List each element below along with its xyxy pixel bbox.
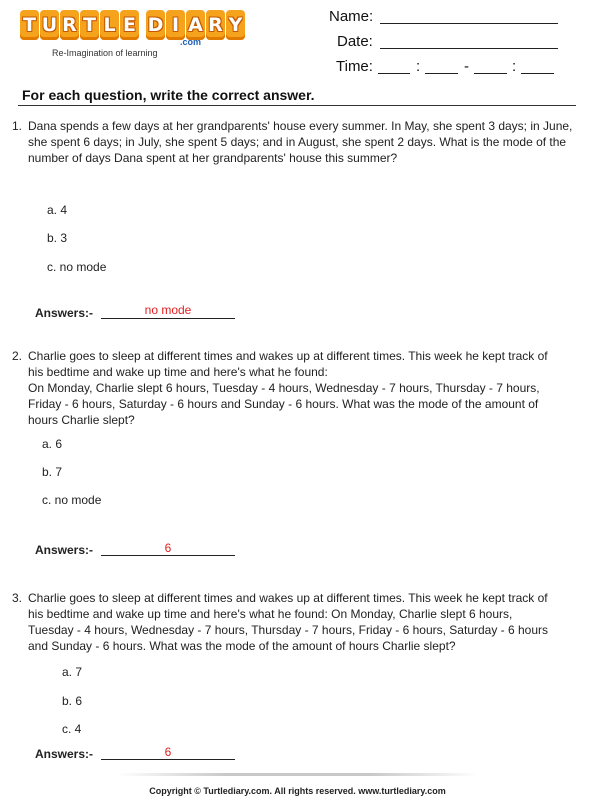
option-b: b. 3 (47, 231, 68, 245)
option-b: b. 6 (62, 694, 83, 708)
logo-letter: T (80, 10, 99, 40)
question-line: Charlie goes to sleep at different times and wakes up at different times. This week he kept track of (28, 591, 548, 605)
answer-field[interactable] (101, 318, 235, 319)
logo-letter: A (186, 10, 205, 40)
question-line: she spent 6 days; in July, she spent 5 days; and in August, she spent 2 days. What is the mode of the (28, 135, 567, 149)
logo-letter: R (206, 10, 225, 40)
logo-wordmark (20, 10, 246, 50)
option-a: a. 4 (47, 203, 68, 217)
question-number: 2. (12, 349, 23, 363)
copyright-text: Copyright © Turtlediary.com. All rights reserved. www.turtlediary.com (149, 786, 446, 796)
logo-dotcom: .com (180, 37, 202, 47)
question-number: 1. (12, 119, 23, 133)
answer-field[interactable] (101, 759, 235, 760)
option-c: c. no mode (42, 493, 102, 507)
question-line: Dana spends a few days at her grandparents' house every summer. In May, she spent 3 days; in June, (28, 119, 573, 133)
option-a: a. 6 (42, 437, 63, 451)
logo-letter: T (20, 10, 39, 40)
question-2 (12, 348, 592, 428)
name-field[interactable] (380, 23, 558, 24)
time-end-hour-field[interactable] (474, 73, 507, 74)
time-start-hour-field[interactable] (378, 73, 410, 74)
time-end-minute-field[interactable] (521, 73, 554, 74)
option-c: c. 4 (62, 722, 82, 736)
question-line: Charlie goes to sleep at different times and wakes up at different times. This week he kept track of (28, 349, 548, 363)
logo-letter: I (166, 10, 185, 40)
question-line: On Monday, Charlie slept 6 hours, Tuesday - 4 hours, Wednesday - 7 hours, Thursday - 7 hours, (28, 381, 540, 395)
time-colon: : (512, 58, 517, 75)
option-b: b. 7 (42, 465, 63, 479)
question-number: 3. (12, 591, 23, 605)
date-label: Date: (337, 33, 373, 50)
question-line: number of days Dana spent at her grandparents' house this summer? (28, 151, 398, 165)
question-line: Tuesday - 4 hours, Wednesday - 7 hours, Thursday - 7 hours, Friday - 6 hours, Saturday - 6 hours (28, 623, 549, 637)
logo-tagline: Re-Imagination of learning (52, 48, 158, 58)
footer-divider (118, 773, 478, 776)
time-label: Time: (336, 58, 373, 75)
answer-label: Answers:- (35, 543, 94, 557)
name-label: Name: (329, 8, 374, 25)
question-line: his bedtime and wake up time and here's what he found: On Monday, Charlie slept 6 hours, (28, 607, 513, 621)
turtle-diary-logo (20, 10, 243, 62)
logo-letter: R (60, 10, 79, 40)
answer-field[interactable] (101, 555, 235, 556)
logo-letter: D (146, 10, 165, 40)
question-1 (12, 118, 592, 166)
logo-letter: E (120, 10, 139, 40)
option-a: a. 7 (62, 665, 83, 679)
option-c: c. no mode (47, 260, 107, 274)
question-3 (12, 590, 592, 654)
question-line: hours Charlie slept? (28, 413, 135, 427)
instructions: For each question, write the correct answer. (22, 87, 315, 103)
time-dash: - (464, 58, 469, 75)
time-colon: : (416, 58, 421, 75)
answer-value: 6 (164, 745, 172, 759)
question-line: Friday - 6 hours, Saturday - 6 hours and Sunday - 6 hours. What was the mode of the amount of (28, 397, 539, 411)
logo-letter: L (100, 10, 119, 40)
answer-value: 6 (164, 541, 172, 555)
divider (18, 105, 576, 106)
answer-value: no mode (144, 303, 192, 317)
date-field[interactable] (380, 48, 558, 49)
logo-letter: Y (226, 10, 245, 40)
question-line: and Sunday - 6 hours. What was the mode of the amount of hours Charlie slept? (28, 639, 456, 653)
question-line: his bedtime and wake up time and here's what he found: (28, 365, 328, 379)
answer-label: Answers:- (35, 306, 94, 320)
answer-label: Answers:- (35, 747, 94, 761)
time-start-minute-field[interactable] (425, 73, 458, 74)
logo-letter: U (40, 10, 59, 40)
